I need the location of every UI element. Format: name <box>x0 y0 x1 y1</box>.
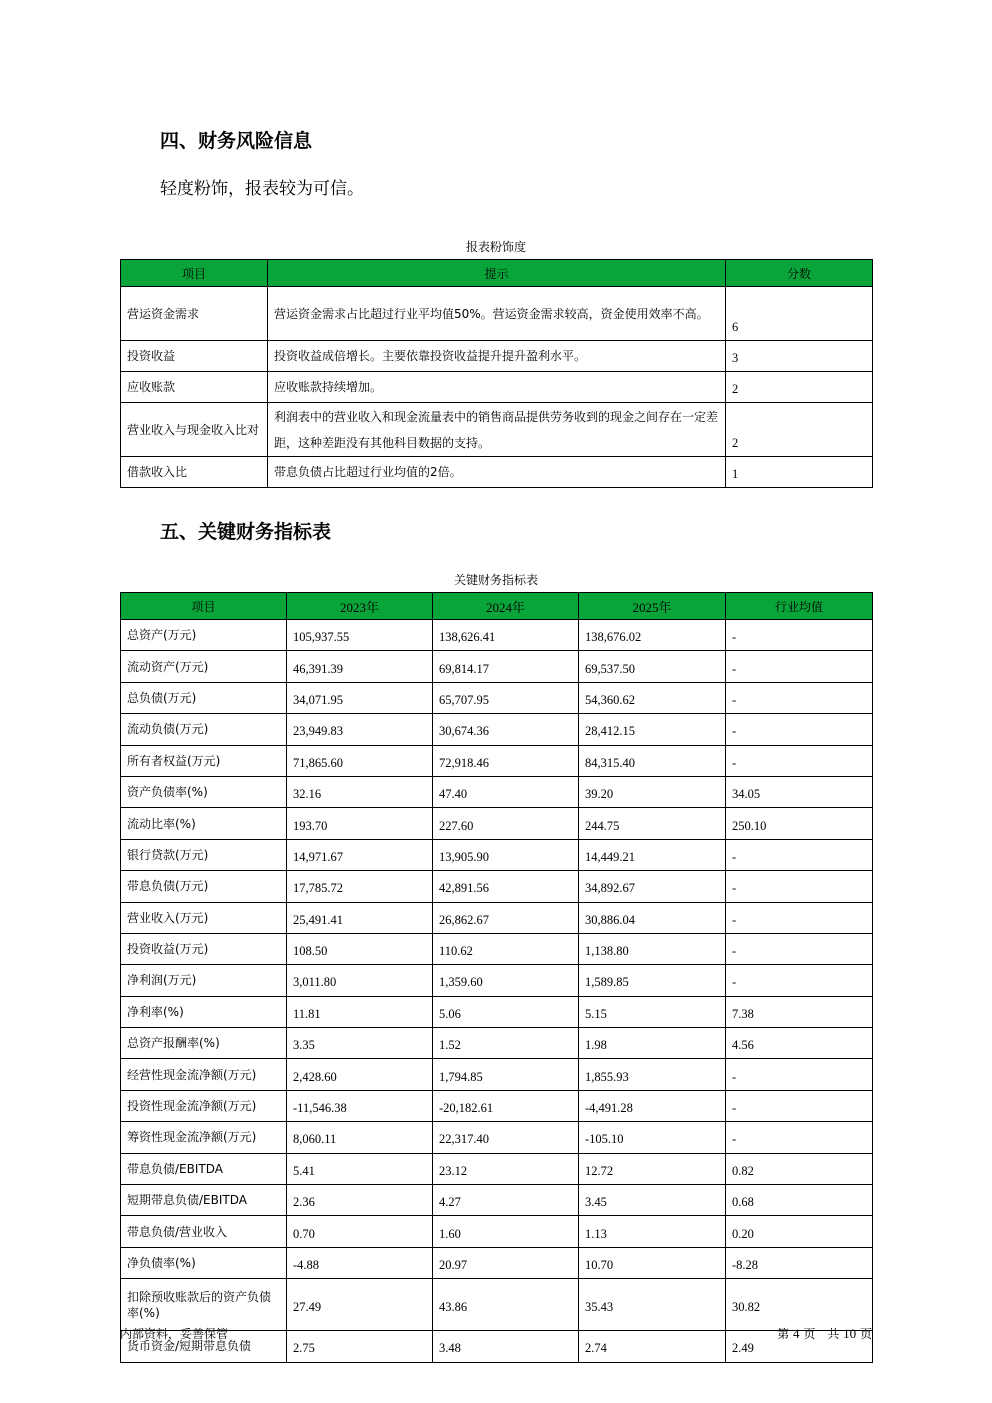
kpi-2024-cell: 138,626.41 <box>433 620 579 651</box>
kpi-2024-cell: 23.12 <box>433 1153 579 1184</box>
kpi-2025-cell: 69,537.50 <box>579 651 726 682</box>
kpi-industry-avg-cell: -8.28 <box>726 1247 873 1278</box>
kpi-industry-avg-cell: - <box>726 965 873 996</box>
kpi-item-cell: 筹资性现金流净额(万元) <box>121 1122 287 1153</box>
kpi-2024-cell: 30,674.36 <box>433 714 579 745</box>
kpi-industry-avg-cell: - <box>726 682 873 713</box>
kpi-2023-cell: 2.75 <box>287 1331 433 1362</box>
kpi-2025-cell: 1.13 <box>579 1216 726 1247</box>
section4-title: 四、财务风险信息 <box>160 130 313 152</box>
kpi-industry-avg-cell: - <box>726 871 873 902</box>
kpi-industry-avg-cell: - <box>726 933 873 964</box>
kpi-2024-cell: 3.48 <box>433 1331 579 1362</box>
kpi-item-cell: 短期带息负债/EBITDA <box>121 1185 287 1216</box>
kpi-industry-avg-cell: - <box>726 839 873 870</box>
kpi-2024-cell: 227.60 <box>433 808 579 839</box>
risk-table-row <box>121 287 873 341</box>
kpi-2024-cell: 26,862.67 <box>433 902 579 933</box>
kpi-item-cell: 资产负债率(%) <box>121 776 287 807</box>
kpi-table-row <box>121 1090 873 1121</box>
kpi-table-row <box>121 996 873 1027</box>
kpi-table-row <box>121 839 873 870</box>
kpi-item-cell: 总资产报酬率(%) <box>121 1028 287 1059</box>
kpi-item-cell: 所有者权益(万元) <box>121 745 287 776</box>
kpi-2024-cell: 5.06 <box>433 996 579 1027</box>
risk-item-cell: 营运资金需求 <box>121 287 268 341</box>
risk-score-cell: 1 <box>726 457 873 488</box>
kpi-2025-cell: 5.15 <box>579 996 726 1027</box>
risk-table-row <box>121 403 873 457</box>
kpi-2023-cell: 17,785.72 <box>287 871 433 902</box>
kpi-table-row <box>121 965 873 996</box>
kpi-item-cell: 带息负债/营业收入 <box>121 1216 287 1247</box>
kpi-2025-cell: 14,449.21 <box>579 839 726 870</box>
kpi-table-row <box>121 1216 873 1247</box>
kpi-2025-cell: -105.10 <box>579 1122 726 1153</box>
kpi-2024-cell: 43.86 <box>433 1279 579 1331</box>
kpi-2023-cell: 108.50 <box>287 933 433 964</box>
risk-hint-cell: 带息负债占比超过行业均值的2倍。 <box>268 457 726 488</box>
risk-summary: 轻度粉饰，报表较为可信。 <box>160 179 364 199</box>
kpi-item-cell: 带息负债/EBITDA <box>121 1153 287 1184</box>
risk-table <box>120 259 873 488</box>
kpi-table-row <box>121 902 873 933</box>
kpi-industry-avg-cell: 0.82 <box>726 1153 873 1184</box>
page-total: 10 <box>843 1326 857 1341</box>
kpi-2025-cell: 10.70 <box>579 1247 726 1278</box>
kpi-2024-cell: 1,794.85 <box>433 1059 579 1090</box>
kpi-industry-avg-cell: 0.68 <box>726 1185 873 1216</box>
risk-hint-cell: 营运资金需求占比超过行业平均值50%。营运资金需求较高，资金使用效率不高。 <box>268 287 726 341</box>
kpi-item-cell: 银行贷款(万元) <box>121 839 287 870</box>
kpi-2025-cell: 28,412.15 <box>579 714 726 745</box>
kpi-item-cell: 扣除预收账款后的资产负债率(%) <box>121 1279 287 1331</box>
kpi-table <box>120 592 873 1363</box>
kpi-2024-cell: 110.62 <box>433 933 579 964</box>
kpi-2023-cell: 23,949.83 <box>287 714 433 745</box>
footer-page-number <box>777 1325 872 1342</box>
page-mid: 页 共 <box>803 1327 840 1341</box>
kpi-header-industry-avg: 行业均值 <box>726 593 873 620</box>
kpi-2023-cell: 105,937.55 <box>287 620 433 651</box>
kpi-2024-cell: 65,707.95 <box>433 682 579 713</box>
kpi-2025-cell: 30,886.04 <box>579 902 726 933</box>
kpi-2023-cell: 3,011.80 <box>287 965 433 996</box>
kpi-table-row <box>121 1247 873 1278</box>
kpi-table-row <box>121 745 873 776</box>
kpi-table-row <box>121 1331 873 1362</box>
risk-item-cell: 应收账款 <box>121 372 268 403</box>
kpi-2025-cell: 84,315.40 <box>579 745 726 776</box>
kpi-header-2024: 2024年 <box>433 593 579 620</box>
risk-score-cell: 3 <box>726 341 873 372</box>
kpi-2023-cell: 11.81 <box>287 996 433 1027</box>
kpi-item-cell: 净利率(%) <box>121 996 287 1027</box>
kpi-2024-cell: 22,317.40 <box>433 1122 579 1153</box>
kpi-table-row <box>121 776 873 807</box>
kpi-industry-avg-cell: - <box>726 902 873 933</box>
kpi-industry-avg-cell: 34.05 <box>726 776 873 807</box>
kpi-item-cell: 流动资产(万元) <box>121 651 287 682</box>
kpi-item-cell: 流动负债(万元) <box>121 714 287 745</box>
risk-hint-cell: 应收账款持续增加。 <box>268 372 726 403</box>
kpi-2023-cell: -11,546.38 <box>287 1090 433 1121</box>
kpi-2023-cell: 71,865.60 <box>287 745 433 776</box>
kpi-2024-cell: 1.60 <box>433 1216 579 1247</box>
kpi-2025-cell: 39.20 <box>579 776 726 807</box>
risk-header-item: 项目 <box>121 260 268 287</box>
kpi-industry-avg-cell: - <box>726 1059 873 1090</box>
kpi-2023-cell: 8,060.11 <box>287 1122 433 1153</box>
kpi-2024-cell: 47.40 <box>433 776 579 807</box>
kpi-industry-avg-cell: - <box>726 1090 873 1121</box>
kpi-item-cell: 净负债率(%) <box>121 1247 287 1278</box>
risk-header-hint: 提示 <box>268 260 726 287</box>
kpi-2023-cell: 14,971.67 <box>287 839 433 870</box>
kpi-2025-cell: -4,491.28 <box>579 1090 726 1121</box>
kpi-table-row <box>121 651 873 682</box>
kpi-2024-cell: 1.52 <box>433 1028 579 1059</box>
kpi-table-row <box>121 1279 873 1331</box>
kpi-table-row <box>121 1122 873 1153</box>
kpi-table-row <box>121 620 873 651</box>
kpi-header-2023: 2023年 <box>287 593 433 620</box>
kpi-industry-avg-cell: 30.82 <box>726 1279 873 1331</box>
risk-hint-cell: 利润表中的营业收入和现金流量表中的销售商品提供劳务收到的现金之间存在一定差距，这种差距没有其他科目数据的支持。 <box>268 403 726 457</box>
kpi-table-caption: 关键财务指标表 <box>453 573 538 587</box>
kpi-2024-cell: 4.27 <box>433 1185 579 1216</box>
kpi-2023-cell: 3.35 <box>287 1028 433 1059</box>
kpi-item-cell: 投资性现金流净额(万元) <box>121 1090 287 1121</box>
kpi-item-cell: 总负债(万元) <box>121 682 287 713</box>
kpi-industry-avg-cell: 2.49 <box>726 1331 873 1362</box>
kpi-table-row <box>121 933 873 964</box>
kpi-table-row <box>121 1028 873 1059</box>
kpi-table-row <box>121 808 873 839</box>
kpi-industry-avg-cell: - <box>726 714 873 745</box>
kpi-2025-cell: 2.74 <box>579 1331 726 1362</box>
kpi-2025-cell: 1,855.93 <box>579 1059 726 1090</box>
kpi-2023-cell: 0.70 <box>287 1216 433 1247</box>
risk-header-score: 分数 <box>726 260 873 287</box>
risk-table-row <box>121 341 873 372</box>
risk-table-row <box>121 372 873 403</box>
kpi-item-cell: 流动比率(%) <box>121 808 287 839</box>
risk-item-cell: 投资收益 <box>121 341 268 372</box>
page-suffix: 页 <box>859 1327 872 1341</box>
kpi-table-row <box>121 1185 873 1216</box>
kpi-industry-avg-cell: - <box>726 1122 873 1153</box>
kpi-table-row <box>121 1153 873 1184</box>
risk-hint-cell: 投资收益成倍增长。主要依靠投资收益提升提升盈利水平。 <box>268 341 726 372</box>
kpi-2023-cell: 193.70 <box>287 808 433 839</box>
kpi-2025-cell: 1,589.85 <box>579 965 726 996</box>
kpi-2025-cell: 1,138.80 <box>579 933 726 964</box>
section5-title: 五、关键财务指标表 <box>160 521 332 543</box>
kpi-item-cell: 投资收益(万元) <box>121 933 287 964</box>
kpi-item-cell: 净利润(万元) <box>121 965 287 996</box>
risk-table-header-row <box>121 260 873 287</box>
kpi-2023-cell: 27.49 <box>287 1279 433 1331</box>
kpi-industry-avg-cell: - <box>726 620 873 651</box>
kpi-industry-avg-cell: 7.38 <box>726 996 873 1027</box>
kpi-2023-cell: 34,071.95 <box>287 682 433 713</box>
kpi-2025-cell: 138,676.02 <box>579 620 726 651</box>
kpi-2023-cell: 46,391.39 <box>287 651 433 682</box>
kpi-2023-cell: 5.41 <box>287 1153 433 1184</box>
kpi-2025-cell: 244.75 <box>579 808 726 839</box>
kpi-industry-avg-cell: 250.10 <box>726 808 873 839</box>
page-current: 4 <box>792 1326 800 1341</box>
kpi-2025-cell: 34,892.67 <box>579 871 726 902</box>
kpi-industry-avg-cell: - <box>726 651 873 682</box>
kpi-item-cell: 营业收入(万元) <box>121 902 287 933</box>
kpi-header-item: 项目 <box>121 593 287 620</box>
kpi-2024-cell: 42,891.56 <box>433 871 579 902</box>
kpi-2023-cell: 32.16 <box>287 776 433 807</box>
kpi-item-cell: 总资产(万元) <box>121 620 287 651</box>
footer-confidential-note: 内部资料，妥善保管 <box>120 1327 229 1341</box>
kpi-2024-cell: 1,359.60 <box>433 965 579 996</box>
risk-score-cell: 2 <box>726 372 873 403</box>
kpi-2024-cell: -20,182.61 <box>433 1090 579 1121</box>
kpi-table-row <box>121 1059 873 1090</box>
kpi-item-cell: 带息负债(万元) <box>121 871 287 902</box>
kpi-2024-cell: 69,814.17 <box>433 651 579 682</box>
kpi-2025-cell: 1.98 <box>579 1028 726 1059</box>
kpi-2025-cell: 3.45 <box>579 1185 726 1216</box>
kpi-2024-cell: 72,918.46 <box>433 745 579 776</box>
risk-table-row <box>121 457 873 488</box>
kpi-2025-cell: 54,360.62 <box>579 682 726 713</box>
risk-score-cell: 6 <box>726 287 873 341</box>
kpi-industry-avg-cell: 4.56 <box>726 1028 873 1059</box>
kpi-item-cell: 经营性现金流净额(万元) <box>121 1059 287 1090</box>
kpi-table-header-row <box>121 593 873 620</box>
kpi-2025-cell: 35.43 <box>579 1279 726 1331</box>
kpi-2025-cell: 12.72 <box>579 1153 726 1184</box>
kpi-item-cell: 货币资金/短期带息负债 <box>121 1331 287 1362</box>
kpi-2023-cell: -4.88 <box>287 1247 433 1278</box>
risk-score-cell: 2 <box>726 403 873 457</box>
kpi-table-row <box>121 682 873 713</box>
risk-item-cell: 营业收入与现金收入比对 <box>121 403 268 457</box>
risk-table-caption: 报表粉饰度 <box>465 240 526 254</box>
risk-item-cell: 借款收入比 <box>121 457 268 488</box>
kpi-industry-avg-cell: 0.20 <box>726 1216 873 1247</box>
kpi-header-2025: 2025年 <box>579 593 726 620</box>
page-prefix: 第 <box>777 1327 790 1341</box>
kpi-2024-cell: 13,905.90 <box>433 839 579 870</box>
kpi-industry-avg-cell: - <box>726 745 873 776</box>
kpi-2023-cell: 2,428.60 <box>287 1059 433 1090</box>
kpi-table-row <box>121 714 873 745</box>
kpi-2024-cell: 20.97 <box>433 1247 579 1278</box>
kpi-2023-cell: 25,491.41 <box>287 902 433 933</box>
kpi-table-row <box>121 871 873 902</box>
kpi-2023-cell: 2.36 <box>287 1185 433 1216</box>
